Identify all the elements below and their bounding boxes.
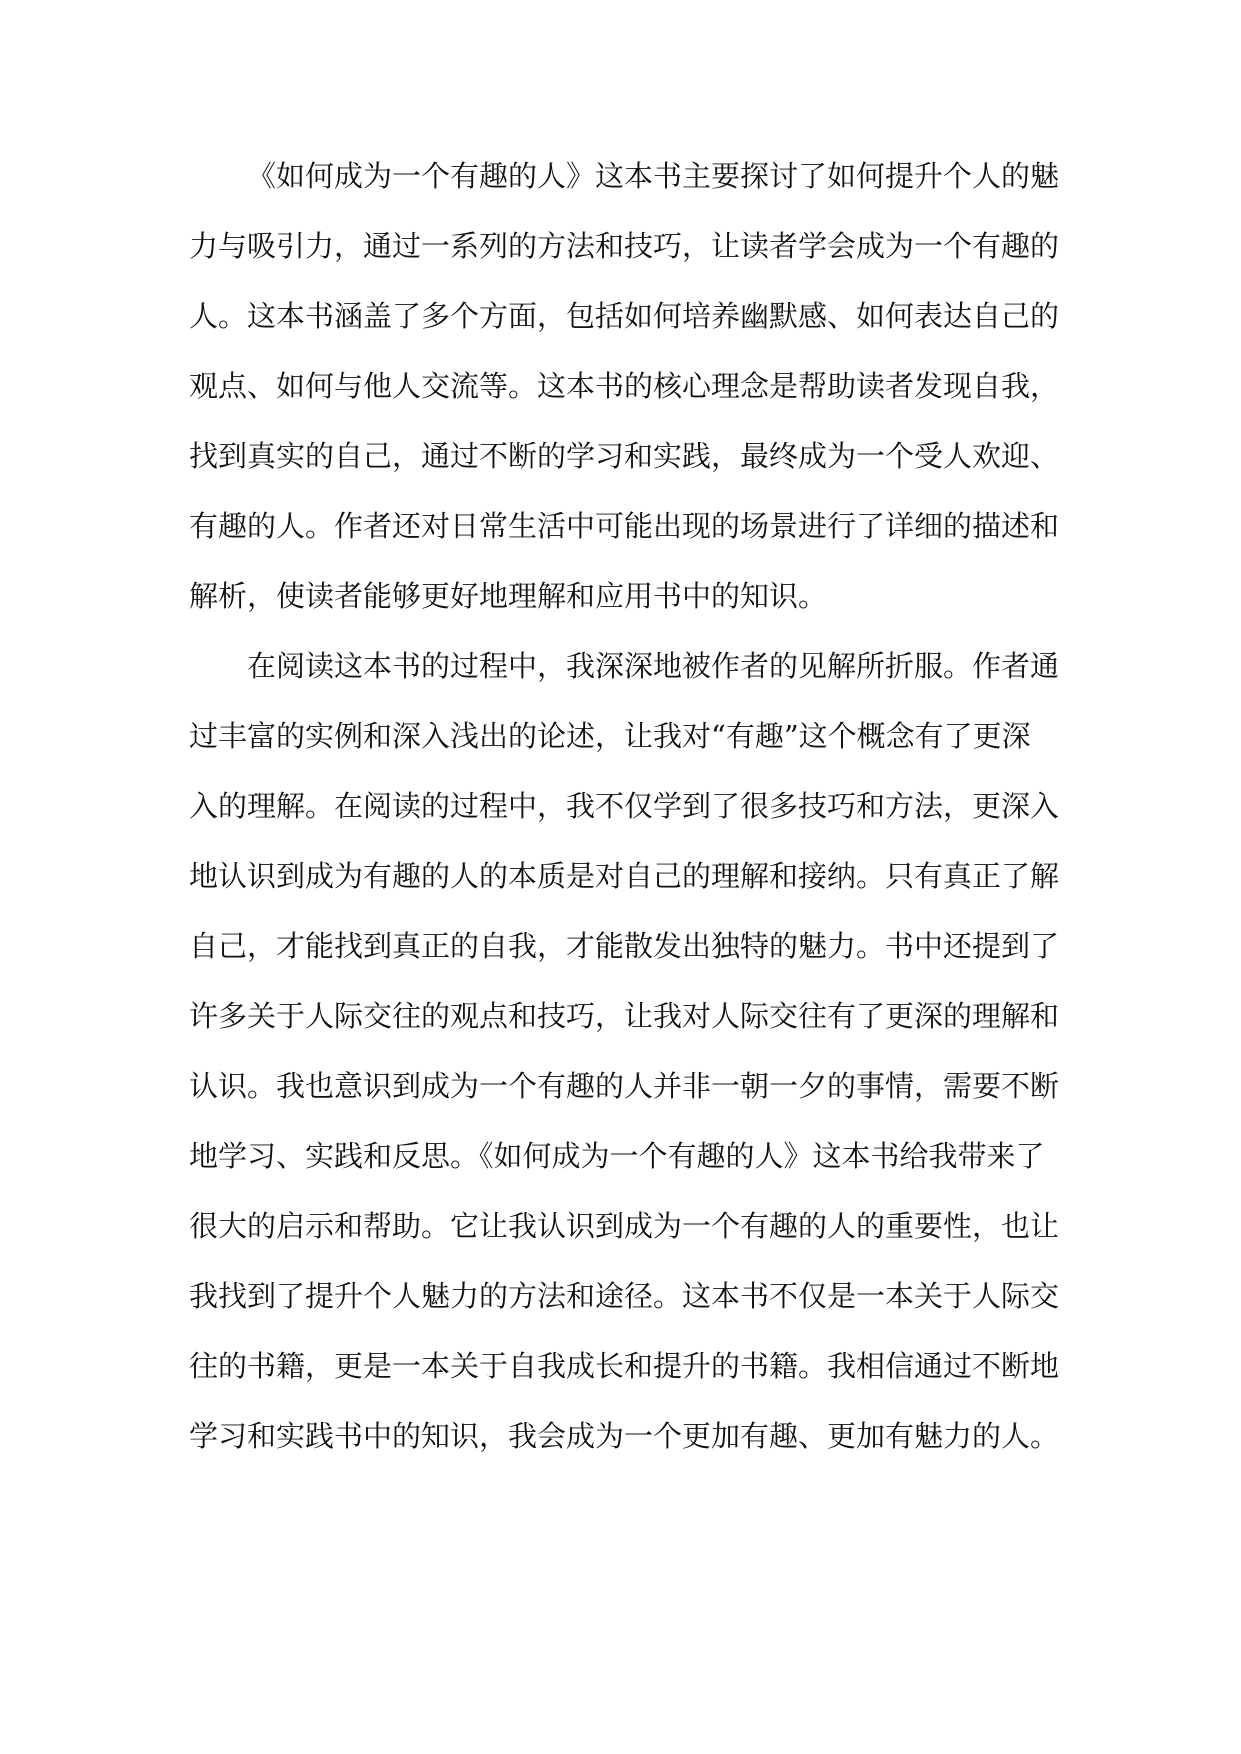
- paragraph-line: 找到真实的自己，通过不断的学习和实践，最终成为一个受人欢迎、: [189, 439, 1060, 473]
- paragraph-line: 往的书籍，更是一本关于自我成长和提升的书籍。我相信通过不断地: [189, 1349, 1060, 1383]
- document-body: [189, 141, 1059, 1471]
- paragraph-1: [189, 141, 1059, 631]
- paragraph-line: 人。这本书涵盖了多个方面，包括如何培养幽默感、如何表达自己的: [189, 299, 1060, 333]
- paragraph-line: 解析，使读者能够更好地理解和应用书中的知识。: [189, 579, 828, 613]
- paragraph-line: 地学习、实践和反思。《如何成为一个有趣的人》这本书给我带来了: [189, 1139, 1045, 1173]
- paragraph-line: 观点、如何与他人交流等。这本书的核心理念是帮助读者发现自我，: [189, 369, 1060, 403]
- paragraph-line: 自己，才能找到真正的自我，才能散发出独特的魅力。书中还提到了: [189, 929, 1060, 963]
- paragraph-line: 我找到了提升个人魅力的方法和途径。这本书不仅是一本关于人际交: [189, 1279, 1060, 1313]
- paragraph-line: 许多关于人际交往的观点和技巧，让我对人际交往有了更深的理解和: [189, 999, 1060, 1033]
- paragraph-line: 过丰富的实例和深入浅出的论述，让我对“有趣”这个概念有了更深: [189, 719, 1031, 753]
- paragraph-line: 在阅读这本书的过程中，我深深地被作者的见解所折服。作者通: [247, 649, 1060, 683]
- paragraph-line: 认识。我也意识到成为一个有趣的人并非一朝一夕的事情，需要不断: [189, 1069, 1060, 1103]
- paragraph-2: [189, 631, 1059, 1471]
- paragraph-line: 《如何成为一个有趣的人》这本书主要探讨了如何提升个人的魅: [247, 159, 1060, 193]
- paragraph-line: 有趣的人。作者还对日常生活中可能出现的场景进行了详细的描述和: [189, 509, 1060, 543]
- paragraph-line: 力与吸引力，通过一系列的方法和技巧，让读者学会成为一个有趣的: [189, 229, 1060, 263]
- paragraph-line: 学习和实践书中的知识，我会成为一个更加有趣、更加有魅力的人。: [189, 1419, 1060, 1453]
- paragraph-line: 很大的启示和帮助。它让我认识到成为一个有趣的人的重要性，也让: [189, 1209, 1060, 1243]
- paragraph-line: 地认识到成为有趣的人的本质是对自己的理解和接纳。只有真正了解: [189, 859, 1060, 893]
- paragraph-line: 入的理解。在阅读的过程中，我不仅学到了很多技巧和方法，更深入: [189, 789, 1060, 823]
